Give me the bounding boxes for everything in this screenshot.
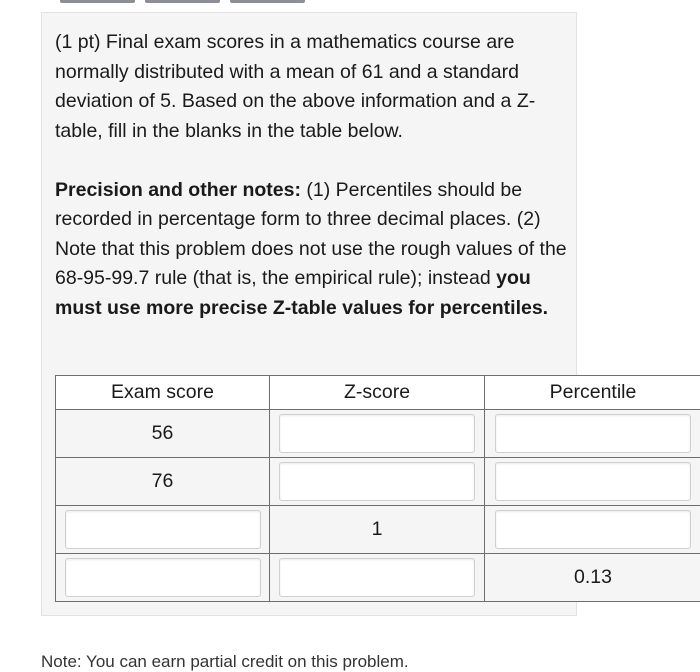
tab-indicator [230, 0, 305, 3]
z-score-input[interactable] [279, 414, 475, 453]
percentile-cell [485, 410, 700, 458]
partial-credit-note: Note: You can earn partial credit on this problem. [41, 652, 409, 672]
percentile-cell [485, 506, 700, 554]
answer-table [55, 375, 700, 602]
notes-label: Precision and other notes: [55, 179, 301, 201]
tab-indicator [145, 0, 220, 3]
percentile-input[interactable] [495, 510, 691, 549]
top-tab-strip [60, 0, 305, 3]
precision-notes [55, 176, 570, 324]
percentile-value: 0.13 [574, 566, 612, 589]
z-score-cell [270, 506, 485, 554]
z-score-cell [270, 410, 485, 458]
z-score-cell [270, 458, 485, 506]
table-row [56, 554, 700, 602]
problem-text [55, 28, 570, 323]
percentile-input[interactable] [495, 414, 691, 453]
percentile-input[interactable] [495, 462, 691, 501]
exam-score-cell [56, 554, 270, 602]
exam-score-input[interactable] [65, 510, 261, 549]
table-row [56, 506, 700, 554]
exam-score-cell [56, 458, 270, 506]
exam-score-cell [56, 506, 270, 554]
notes-emphasis: you must use more precise Z-table values for percentiles. [55, 267, 548, 319]
exam-score-value: 56 [152, 422, 174, 445]
tab-indicator [60, 0, 135, 3]
percentile-cell [485, 554, 700, 602]
notes-text: (1) Percentiles should be recorded in percentage form to three decimal places. (2) Note that this problem does not use the rough values of the 68-95-99.7 rule (that is, the empirical rule); instead [55, 179, 567, 290]
z-score-value: 1 [372, 518, 383, 541]
z-score-input[interactable] [279, 462, 475, 501]
exam-score-value: 76 [152, 470, 174, 493]
percentile-cell [485, 458, 700, 506]
problem-intro: (1 pt) Final exam scores in a mathematics course are normally distributed with a mean of 61 and a standard deviation of 5. Based on the above information and a Z-table, fill in the blanks in the table below. [55, 28, 570, 146]
header-percentile: Percentile [485, 376, 700, 410]
z-score-cell [270, 554, 485, 602]
header-exam-score: Exam score [56, 376, 270, 410]
table-header-row [56, 376, 700, 410]
header-z-score: Z-score [270, 376, 485, 410]
z-score-input[interactable] [279, 558, 475, 597]
table-row [56, 458, 700, 506]
table-row [56, 410, 700, 458]
exam-score-input[interactable] [65, 558, 261, 597]
exam-score-cell [56, 410, 270, 458]
